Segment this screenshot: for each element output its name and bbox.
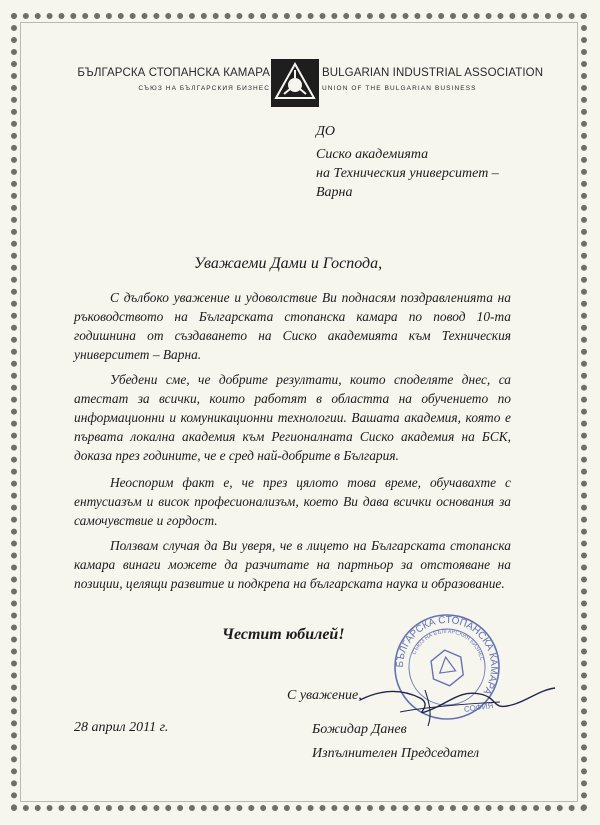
stamp-ring-text: БЪЛГАРСКА СТОПАНСКА КАМАРА xyxy=(394,614,500,697)
letter-date: 28 април 2011 г. xyxy=(74,720,169,735)
letterhead-en xyxy=(322,67,544,92)
stamp-inner-text: СЪЮЗ НА БЪЛГАРСКИЯ БИЗНЕС xyxy=(411,628,485,662)
regards: С уважение, xyxy=(287,688,362,703)
signatory-name: Божидар Данев xyxy=(312,722,407,737)
recipient-line-3: Варна xyxy=(316,185,353,200)
letter-body xyxy=(74,288,511,599)
stamp-city: СОФИЯ xyxy=(463,700,494,714)
greeting: Уважаеми Дами и Господа, xyxy=(194,255,383,272)
recipient-address xyxy=(316,145,499,202)
recipient-to: ДО xyxy=(316,124,336,139)
paragraph: Убедени сме, че добрите резултати, които споделяте днес, са атестат за всички, които работят в областта на обучението по информационни и комуникационни технологии. Вашата академия, която е първата локална академия към Регионалната Сиско академия на БСК, доказа през годините, че е сред най-добрите в България. xyxy=(74,372,511,463)
letterhead-bg xyxy=(62,67,270,92)
paragraph: С дълбоко уважение и удоволствие Ви поднасям поздравленията на ръководството на Българската стопанска камара по повод 10-та годишнина от създаването на Сиско академията към Техническия университет – Варна. xyxy=(74,290,511,362)
signatory-title: Изпълнителен Председател xyxy=(312,746,480,761)
paragraph: Ползвам случая да Ви уверя, че в лицето на Българската стопанска камара винаги можете да разчитате на партньор за отстояване на позиции, целящи развитие и подкрепа на българската наука и образование. xyxy=(74,538,511,591)
recipient-line-2: на Техническия университет – xyxy=(316,166,499,181)
org-name-bg: БЪЛГАРСКА СТОПАНСКА КАМАРА xyxy=(77,67,270,79)
bia-logo-icon xyxy=(270,58,320,108)
paragraph: Неоспорим факт е, че през цялото това време, обучавахте с ентусиазъм и висок професионализъм, което Ви дава всички основания за самочувствие и гордост. xyxy=(74,475,511,528)
org-tagline-bg: СЪЮЗ НА БЪЛГАРСКИЯ БИЗНЕС xyxy=(138,85,270,92)
org-name-en: BULGARIAN INDUSTRIAL ASSOCIATION xyxy=(322,67,544,79)
closing-wish: Честит юбилей! xyxy=(222,626,345,643)
org-tagline-en: UNION OF THE BULGARIAN BUSINESS xyxy=(322,85,477,92)
recipient-line-1: Сиско академията xyxy=(316,147,429,162)
